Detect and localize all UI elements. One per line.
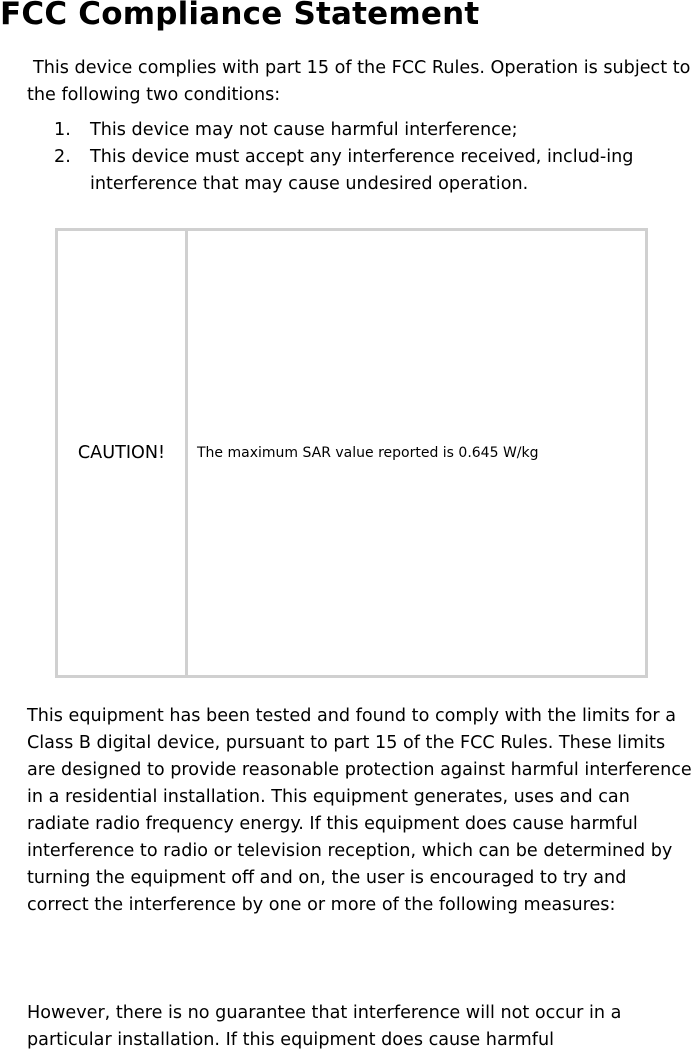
- compliance-paragraph: This equipment has been tested and found to comply with the limits for a Class B digital device, pursuant to part 15 of the FCC Rules. These limits are designed to provide reasonable protection against harmful interference in a residential installation. This equipment generates, uses and can radiate radio frequency energy. If this equipment does cause harmful interference to radio or television reception, which can be determined by turning the equipment off and on, the user is encouraged to try and correct the interference by one or more of the following measures:: [27, 706, 692, 915]
- list-item-number: 1.: [54, 120, 71, 140]
- list-item: [27, 117, 692, 144]
- caution-label: CAUTION!: [77, 443, 166, 463]
- guarantee-paragraph: However, there is no guarantee that interference will not occur in a particular installation. If this equipment does cause harmful: [27, 1003, 622, 1050]
- caution-label-cell: [58, 231, 188, 675]
- conditions-list: [27, 117, 692, 198]
- list-item: [27, 144, 692, 198]
- sar-value-text: The maximum SAR value reported is 0.645 W/kg: [197, 445, 539, 461]
- page-title: FCC Compliance Statement: [0, 0, 480, 32]
- list-item-text: This device may not cause harmful interference;: [90, 120, 518, 140]
- list-item-text: This device must accept any interference received, includ-ing interference that may cause undesired operation.: [90, 147, 634, 194]
- caution-table: [55, 228, 648, 678]
- intro-paragraph: This device complies with part 15 of the FCC Rules. Operation is subject to the following two conditions:: [27, 58, 691, 105]
- caution-text-cell: [188, 231, 645, 675]
- list-item-number: 2.: [54, 147, 71, 167]
